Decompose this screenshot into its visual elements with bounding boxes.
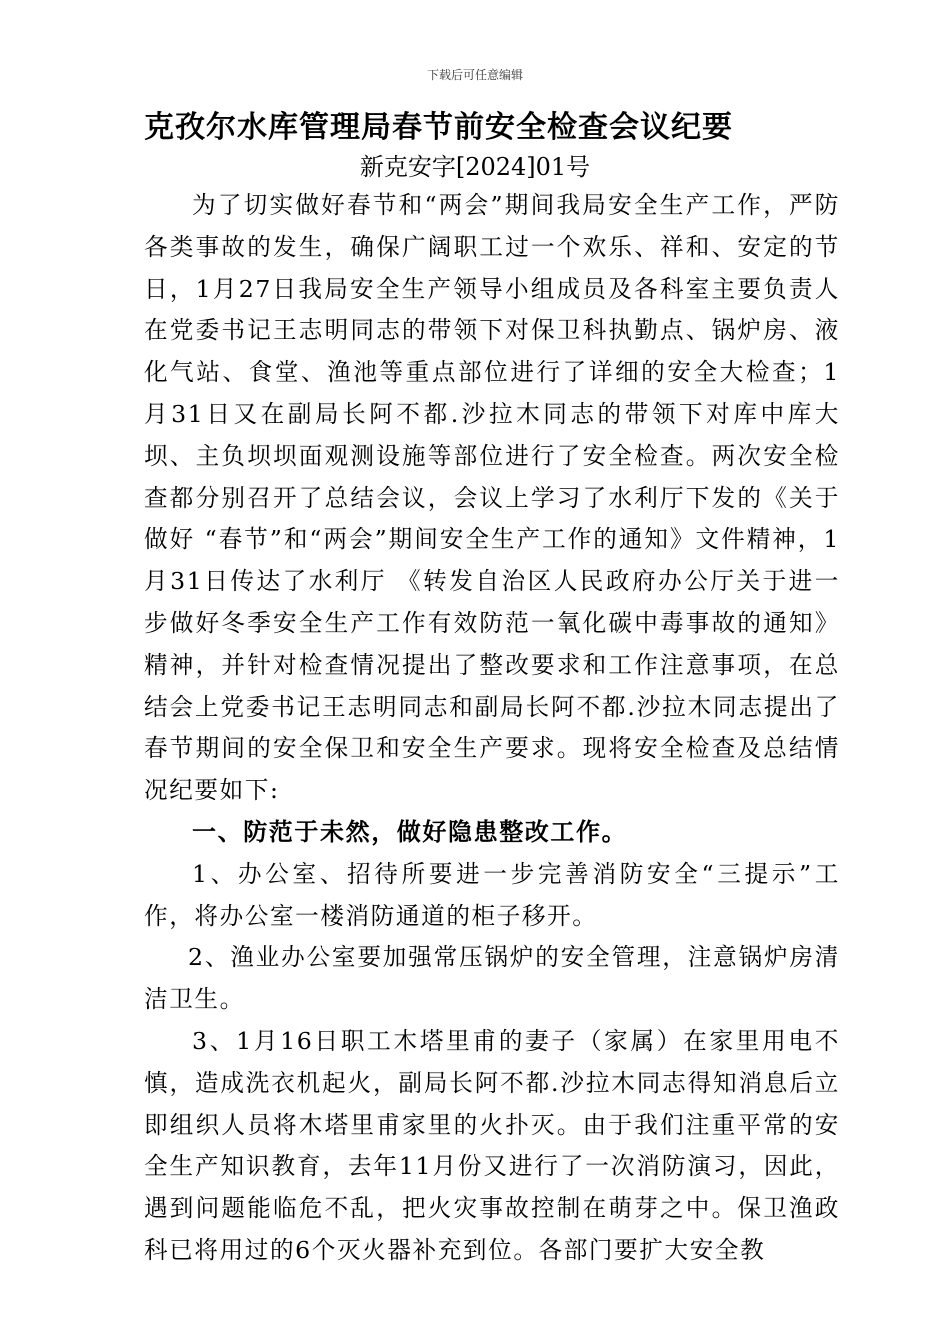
- list-item-2: 2、渔业办公室要加强常压锅炉的安全管理，注意锅炉房清洁卫生。: [144, 943, 840, 1013]
- list-item-1: 1、办公室、招待所要进一步完善消防安全“三提示”工作，将办公室一楼消防通道的柜子移开。: [144, 860, 840, 930]
- list-item-3: 3、1月16日职工木塔里甫的妻子（家属）在家里用电不慎，造成洗衣机起火，副局长阿不都.沙拉木同志得知消息后立即组织人员将木塔里甫家里的火扑灭。由于我们注重平常的安全生产知识教育，去年11月份又进行了一次消防演习，因此，遇到问题能临危不乱，把火灾事故控制在萌芽之中。保卫渔政科已将用过的6个灭火器补充到位。各部门要扩大安全教: [144, 1027, 840, 1264]
- intro-paragraph: 为了切实做好春节和“两会”期间我局安全生产工作，严防各类事故的发生，确保广阔职工过一个欢乐、祥和、安定的节日，1月27日我局安全生产领导小组成员及各科室主要负责人在党委书记王志明同志的带领下对保卫科执勤点、锅炉房、液化气站、食堂、渔池等重点部位进行了详细的安全大检查；1月31日又在副局长阿不都.沙拉木同志的带领下对库中库大坝、主负坝坝面观测设施等部位进行了安全检查。两次安全检查都分别召开了总结会议，会议上学习了水利厅下发的《关于做好 “春节”和“两会”期间安全生产工作的通知》文件精神，1月31日传达了水利厅 《转发自治区人民政府办公厅关于进一步做好冬季安全生产工作有效防范一氧化碳中毒事故的通知》精神，并针对检查情况提出了整改要求和工作注意事项，在总结会上党委书记王志明同志和副局长阿不都.沙拉木同志提出了春节期间的安全保卫和安全生产要求。现将安全检查及总结情况纪要如下:: [144, 191, 840, 805]
- document-title: 克孜尔水库管理局春节前安全检查会议纪要: [144, 110, 733, 145]
- section-heading: 一、防范于未然，做好隐患整改工作。: [192, 817, 628, 846]
- header-note: 下载后可任意编辑: [426, 68, 523, 82]
- document-number: 新克安字[2024]01号: [359, 153, 591, 181]
